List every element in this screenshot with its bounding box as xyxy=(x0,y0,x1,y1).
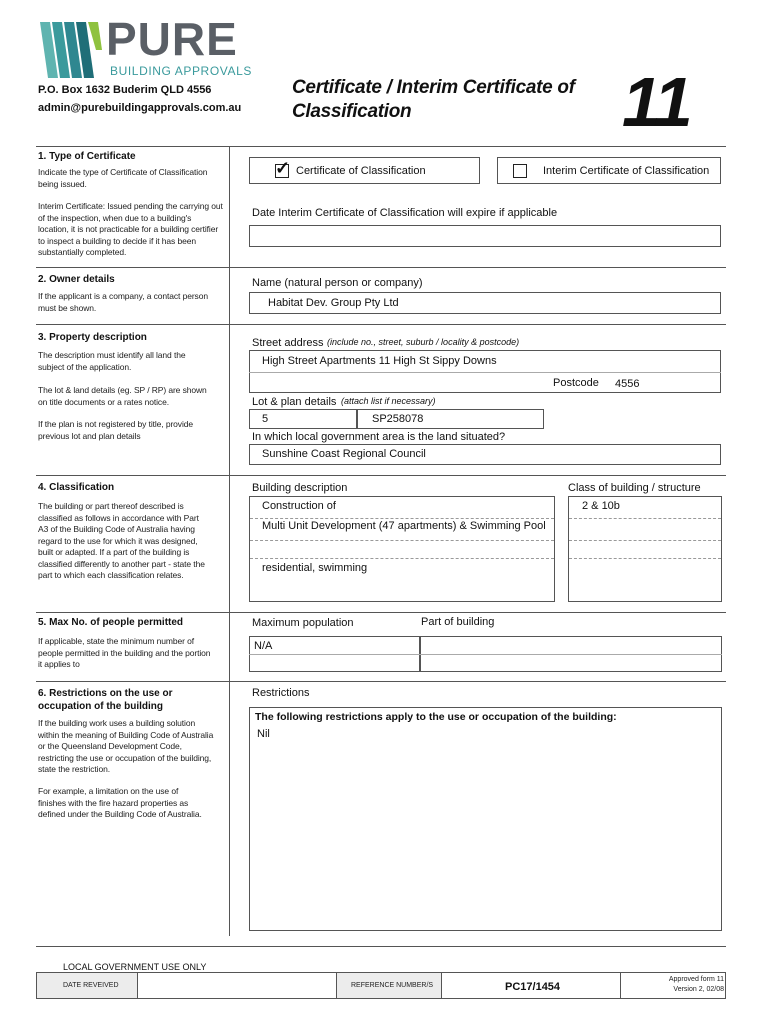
footer-divider xyxy=(620,972,621,999)
description-row-line-2 xyxy=(250,540,554,541)
section-1-note-2: Interim Certificate: Issued pending the carrying out of the inspection, when due to a building's location, it is not practicable for a building certifier to inspect a building to decide if it has been substantially completed. xyxy=(38,201,223,257)
street-address-value: High Street Apartments 11 High St Sippy Downs xyxy=(262,355,497,367)
street-address-line xyxy=(249,372,721,373)
interim-checkbox[interactable] xyxy=(513,164,527,178)
logo-word: PURE xyxy=(106,13,238,65)
divider-s2 xyxy=(36,267,726,268)
date-received-cell xyxy=(36,972,138,999)
section-3-note-3: If the plan is not registered by title, provide previous lot and plan details xyxy=(38,419,193,441)
restrictions-field[interactable] xyxy=(249,707,722,931)
date-received-value-cell[interactable] xyxy=(138,972,336,999)
section-4-note: The building or part thereof described is classified as follows in accordance with Part A3 of the Building Code of Australia having regard to the use for which it was designed, built or adapted. If a part of the building is classified differently to another part - state the part to which each classification relates. xyxy=(38,501,205,580)
logo-mark-icon xyxy=(40,20,104,80)
street-address-hint: (include no., street, suburb / locality & postcode) xyxy=(327,337,520,347)
postcode-value: 4556 xyxy=(615,378,640,390)
section-1-title: 1. Type of Certificate xyxy=(38,151,136,162)
certificate-option-label: Certificate of Classification xyxy=(296,165,426,177)
company-logo xyxy=(40,13,275,80)
description-line-1: Construction of xyxy=(262,500,336,512)
interim-option-label: Interim Certificate of Classification xyxy=(543,165,710,177)
plan-number-value: SP258078 xyxy=(372,413,424,425)
lot-plan-label: Lot & plan details xyxy=(252,396,337,408)
reference-number-cell xyxy=(336,972,442,999)
street-address-label: Street address xyxy=(252,337,324,349)
column-divider xyxy=(229,146,230,936)
population-row-line xyxy=(249,654,722,655)
restrictions-value: Nil xyxy=(257,728,270,740)
company-address: P.O. Box 1632 Buderim QLD 4556 xyxy=(38,84,212,96)
lot-plan-hint: (attach list if necessary) xyxy=(341,396,436,406)
restrictions-heading: The following restrictions apply to the use or occupation of the building: xyxy=(255,711,617,723)
divider-s6 xyxy=(36,681,726,682)
section-4-title: 4. Classification xyxy=(38,482,115,493)
description-row-line-1 xyxy=(250,518,554,519)
lga-value: Sunshine Coast Regional Council xyxy=(262,448,426,460)
owner-name-value: Habitat Dev. Group Pty Ltd xyxy=(268,297,399,309)
building-class-label: Class of building / structure xyxy=(568,482,701,494)
lot-number-value: 5 xyxy=(262,413,269,425)
description-line-4: residential, swimming xyxy=(262,562,368,574)
expiry-date-field[interactable] xyxy=(249,225,721,247)
divider-s5 xyxy=(36,612,726,613)
description-line-2: Multi Unit Development (47 apartments) & Swimming Pool xyxy=(262,520,546,532)
section-2-title: 2. Owner details xyxy=(38,274,115,285)
class-row-line-3 xyxy=(569,558,721,559)
local-government-label: LOCAL GOVERNMENT USE ONLY xyxy=(63,962,207,972)
section-6-note-1: If the building work uses a building solution within the meaning of Building Code of Australia or the Queensland Development Code, restricting the use or occupation of the building, state the restriction. xyxy=(38,718,214,774)
section-3-note-1: The description must identify all land the subject of the application. xyxy=(38,350,186,372)
section-6-title: 6. Restrictions on the use or occupation of the building xyxy=(38,688,173,712)
part-of-building-label: Part of building xyxy=(421,616,495,628)
lot-number-field[interactable] xyxy=(249,409,357,429)
class-row-line-2 xyxy=(569,540,721,541)
section-6-note-2: For example, a limitation on the use of finishes with the fire hazard properties as defined under the Building Code of Australia. xyxy=(38,786,202,819)
date-received-label: DATE REVEIVED xyxy=(63,982,119,989)
expiry-date-label: Date Interim Certificate of Classification will expire if applicable xyxy=(252,207,558,219)
section-5-note: If applicable, state the minimum number of people permitted in the building and the portion it applies to xyxy=(38,636,211,669)
logo-subtitle: BUILDING APPROVALS xyxy=(110,64,252,78)
reference-number-label: REFERENCE NUMBER/S xyxy=(351,982,434,989)
certificate-checkmark: ✓ xyxy=(275,158,291,178)
version-text: Version 2, 02/08 xyxy=(673,986,724,993)
restrictions-label: Restrictions xyxy=(252,687,310,699)
reference-number-value[interactable]: PC17/1454 xyxy=(505,981,561,993)
approved-form-text: Approved form 11 xyxy=(668,976,724,983)
company-email[interactable]: admin@purebuildingapprovals.com.au xyxy=(38,102,242,114)
plan-number-field[interactable] xyxy=(357,409,544,429)
form-number: 11 xyxy=(622,63,691,141)
section-1-note-1: Indicate the type of Certificate of Classification being issued. xyxy=(38,167,208,189)
building-description-label: Building description xyxy=(252,482,348,494)
owner-name-field[interactable] xyxy=(249,292,721,314)
divider-s4 xyxy=(36,475,726,476)
max-population-label: Maximum population xyxy=(252,617,354,629)
lga-label: In which local government area is the land situated? xyxy=(252,431,506,443)
building-class-value: 2 & 10b xyxy=(582,500,620,512)
postcode-label: Postcode xyxy=(553,377,599,389)
section-3-title: 3. Property description xyxy=(38,332,147,343)
max-population-value: N/A xyxy=(254,640,273,652)
page-title: Certificate / Interim Certificate of Classification xyxy=(292,77,575,122)
class-row-line-1 xyxy=(569,518,721,519)
description-row-line-3 xyxy=(250,558,554,559)
lga-field[interactable] xyxy=(249,444,721,465)
divider-footer xyxy=(36,946,726,947)
section-5-title: 5. Max No. of people permitted xyxy=(38,617,184,628)
owner-name-label: Name (natural person or company) xyxy=(252,277,423,289)
divider-top xyxy=(36,146,726,147)
divider-s3 xyxy=(36,324,726,325)
section-2-note: If the applicant is a company, a contact person must be shown. xyxy=(38,291,208,313)
section-3-note-2: The lot & land details (eg. SP / RP) are shown on title documents or a rates notice. xyxy=(38,385,207,407)
